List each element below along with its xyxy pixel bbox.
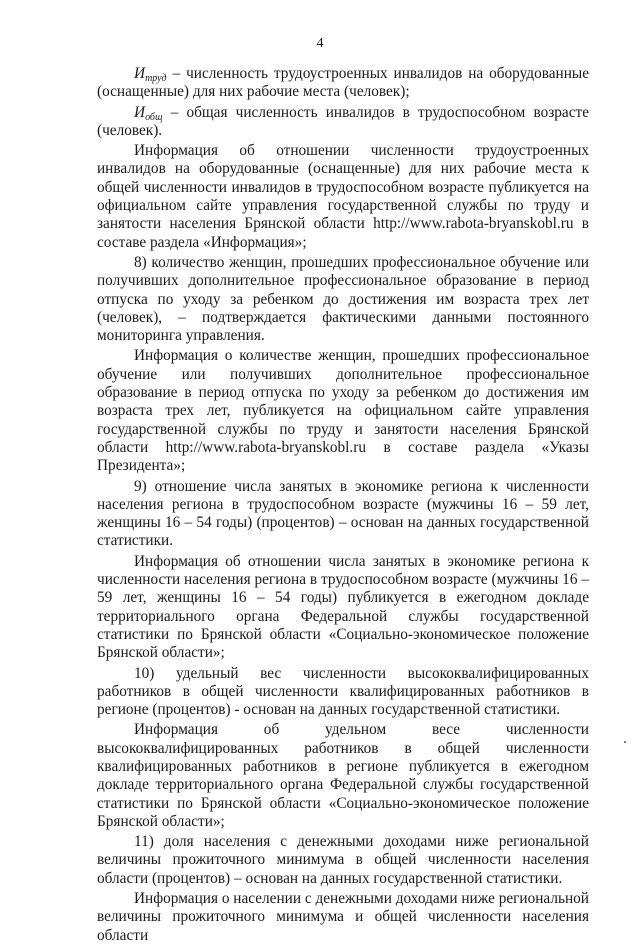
scan-speck — [624, 741, 626, 743]
definition-itrud: $И_{труд}$ – численность трудоустроенных инвалидов на оборудованные (оснащенные) для них рабочие места (человек); — [97, 65, 589, 101]
item-11: 11) доля населения с денежными доходами ниже региональной величины прожиточного минимума в общей численности населения области (процентов) – основан на данных государственной статистики. — [97, 833, 589, 887]
item-8: 8) количество женщин, прошедших профессиональное обучение или получивших дополнительное профессиональное образование в период отпуска по уходу за ребенком до достижения им возраста трех лет (человек), – подтверждается фактическими данными постоянного мониторинга управления. — [97, 253, 589, 345]
paragraph: Информация об отношении численности трудоустроенных инвалидов на оборудованные (оснащенные) для них рабочие места к общей численности инвалидов в трудоспособном возрасте публикуется на официальном сайте управления государственной службы по труду и занятости населения Брянской области http://www.rabota-bryanskobl.ru в составе раздела «Информация»; — [97, 142, 589, 251]
paragraph: Информация о населении с денежными доходами ниже региональной величины прожиточного минимума и общей численности населения области — [97, 890, 589, 944]
document-body — [97, 65, 589, 945]
variable-itrud: $И_{труд}$ — [134, 65, 167, 84]
paragraph: Информация о количестве женщин, прошедших профессиональное обучение или получивших дополнительное профессиональное образование в период отпуска по уходу за ребенком до достижения им возраста трех лет, публикуется на официальном сайте управления государственной службы по труду и занятости населения Брянской области http://www.rabota-bryanskobl.ru в составе раздела «Указы Президента»; — [97, 347, 589, 475]
paragraph: Информация об отношении числа занятых в экономике региона к численности населения региона в трудоспособном возрасте (мужчины 16 – 59 лет, женщины 16 – 54 годы) публикуется в ежегодном докладе территориального органа Федеральной службы государственной статистики по Брянской области «Социально-экономическое положение Брянской области»; — [97, 552, 589, 662]
item-10: 10) удельный вес численности высококвалифицированных работников в общей численности квалифицированных работников в регионе (процентов) - основан на данных государственной статистики. — [97, 664, 589, 719]
page-number: 4 — [316, 36, 324, 51]
variable-iobsh: $И_{общ}$ — [134, 103, 163, 123]
item-9: 9) отношение числа занятых в экономике региона к численности населения региона в трудоспособном возрасте (мужчины 16 – 59 лет, женщины 16 – 54 годы) (процентов) – основан на данных государственной статистики. — [97, 477, 589, 550]
paragraph: Информация об удельном весе численности высококвалифицированных работников в общей численности квалифицированных работников в регионе публикуется в ежегодном докладе территориального органа Федеральной службы государственной статистики по Брянской области «Социально-экономическое положение Брянской области»; — [97, 721, 589, 830]
definition-iobsh: $И_{общ}$ – общая численность инвалидов в трудоспособном возрасте (человек). — [97, 103, 589, 139]
